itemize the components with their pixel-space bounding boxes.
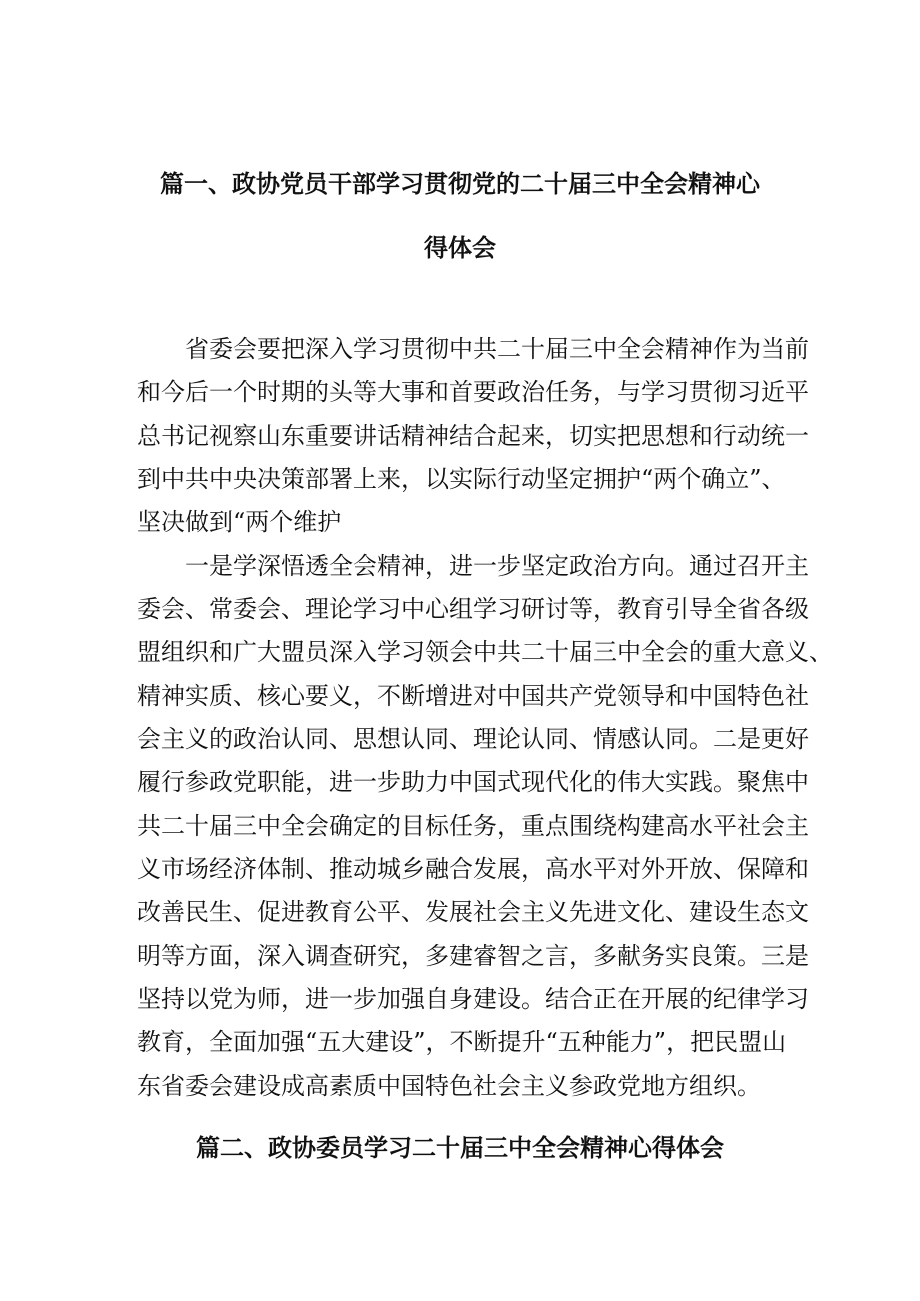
paragraph-line: 精神实质、核心要义，不断增进对中国共产党领导和中国特色社 <box>137 682 809 710</box>
paragraph-line: 和今后一个时期的头等大事和首要政治任务，与学习贯彻习近平 <box>137 378 809 406</box>
paragraph-line: 明等方面，深入调查研究，多建睿智之言，多献务实良策。三是 <box>137 942 809 970</box>
paragraph-line: 教育，全面加强“五大建设”，不断提升“五种能力”，把民盟山 <box>137 1028 787 1056</box>
paragraph-line: 总书记视察山东重要讲话精神结合起来，切实把思想和行动统一 <box>137 422 809 450</box>
paragraph-line: 东省委会建设成高素质中国特色社会主义参政党地方组织。 <box>137 1072 761 1100</box>
paragraph-line: 履行参政党职能，进一步助力中国式现代化的伟大实践。聚焦中 <box>137 768 809 796</box>
paragraph-line: 坚决做到“两个维护 <box>137 508 342 536</box>
heading-1-line-1: 篇一、政协党员干部学习贯彻党的二十届三中全会精神心 <box>160 170 760 198</box>
paragraph-line: 义市场经济体制、推动城乡融合发展，高水平对外开放、保障和 <box>137 855 809 883</box>
heading-1-line-2: 得体会 <box>424 234 496 262</box>
paragraph-line: 共二十届三中全会确定的目标任务，重点围绕构建高水平社会主 <box>137 812 809 840</box>
paragraph-line: 到中共中央决策部署上来，以实际行动坚定拥护“两个确立”、 <box>137 465 786 493</box>
heading-2: 篇二、政协委员学习二十届三中全会精神心得体会 <box>196 1134 724 1162</box>
paragraph-line: 改善民生、促进教育公平、发展社会主义先进文化、建设生态文 <box>137 898 809 926</box>
paragraph-line: 一是学深悟透全会精神，进一步坚定政治方向。通过召开主 <box>185 552 809 580</box>
paragraph-line: 省委会要把深入学习贯彻中共二十届三中全会精神作为当前 <box>185 335 809 363</box>
paragraph-line: 盟组织和广大盟员深入学习领会中共二十届三中全会的重大意义、 <box>137 638 833 666</box>
paragraph-line: 会主义的政治认同、思想认同、理论认同、情感认同。二是更好 <box>137 725 809 753</box>
paragraph-line: 委会、常委会、理论学习中心组学习研讨等，教育引导全省各级 <box>137 595 809 623</box>
paragraph-line: 坚持以党为师，进一步加强自身建设。结合正在开展的纪律学习 <box>137 985 809 1013</box>
